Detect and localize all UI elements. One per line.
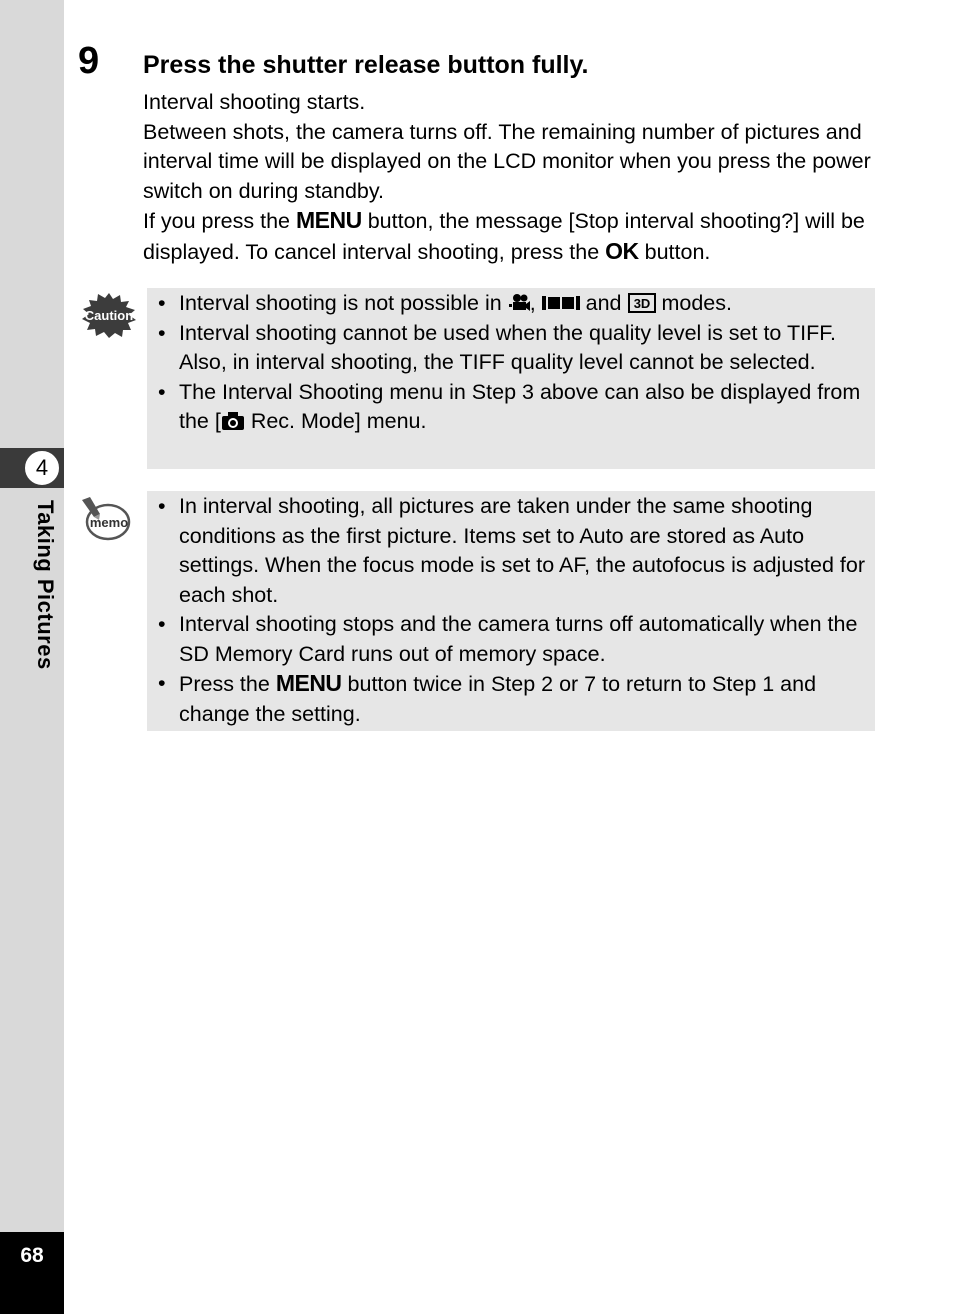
step-line-3	[143, 206, 883, 267]
memo-pencil-icon	[80, 496, 132, 542]
camera-icon	[221, 411, 245, 431]
panorama-mode-icon	[542, 293, 580, 313]
page-number: 68	[20, 1244, 44, 1267]
memo-item: • In interval shooting, all pictures are taken under the same shooting conditions as the first picture. Items set to Auto are stored as Auto settings. When the focus mode is set to AF, the autofocus is adjusted for each shot.	[158, 494, 865, 607]
step-body	[143, 88, 883, 267]
memo-item: • Press the MENU button twice in Step 2 or 7 to return to Step 1 and change the setting.	[158, 670, 817, 726]
caution-item: • Interval shooting cannot be used when the quality level is set to TIFF. Also, in interval shooting, the TIFF quality level cannot be selected.	[158, 320, 836, 374]
svg-text:memo: memo	[89, 515, 129, 530]
step-line-3-c: button.	[644, 239, 711, 264]
svg-text:Caution: Caution	[84, 308, 134, 323]
step-line-1: Interval shooting starts.	[143, 90, 366, 114]
step-line-2: Between shots, the camera turns off. The remaining number of pictures and interval time will be displayed on the LCD monitor when you press the power switch on during standby.	[143, 119, 871, 203]
step-line-3-b: button, the message [Stop interval shooting?] will be displayed. To cancel interval shooting, press the	[143, 209, 865, 264]
chapter-number: 4	[24, 450, 60, 486]
movie-mode-icon	[508, 293, 530, 313]
menu-button-glyph: MENU	[295, 207, 362, 233]
caution-badge-icon	[80, 292, 138, 338]
caution-box	[147, 288, 875, 469]
3d-mode-icon	[628, 293, 656, 313]
step-number: 9	[78, 40, 100, 82]
step-heading: Press the shutter release button fully.	[143, 51, 589, 79]
step-line-3-a: If you press the	[143, 209, 290, 233]
caution-item: • The Interval Shooting menu in Step 3 above can also be displayed from the [ Rec. Mode] menu.	[158, 379, 861, 433]
caution-item: • Interval shooting is not possible in , and 3D modes.	[158, 291, 732, 315]
ok-button-glyph: OK	[605, 237, 639, 264]
svg-text:3D: 3D	[633, 296, 650, 311]
chapter-title: Taking Pictures	[33, 500, 58, 670]
memo-item: • Interval shooting stops and the camera turns off automatically when the SD Memory Card runs out of memory space.	[158, 612, 858, 666]
menu-button-glyph: MENU	[275, 670, 342, 696]
memo-box	[147, 491, 875, 731]
